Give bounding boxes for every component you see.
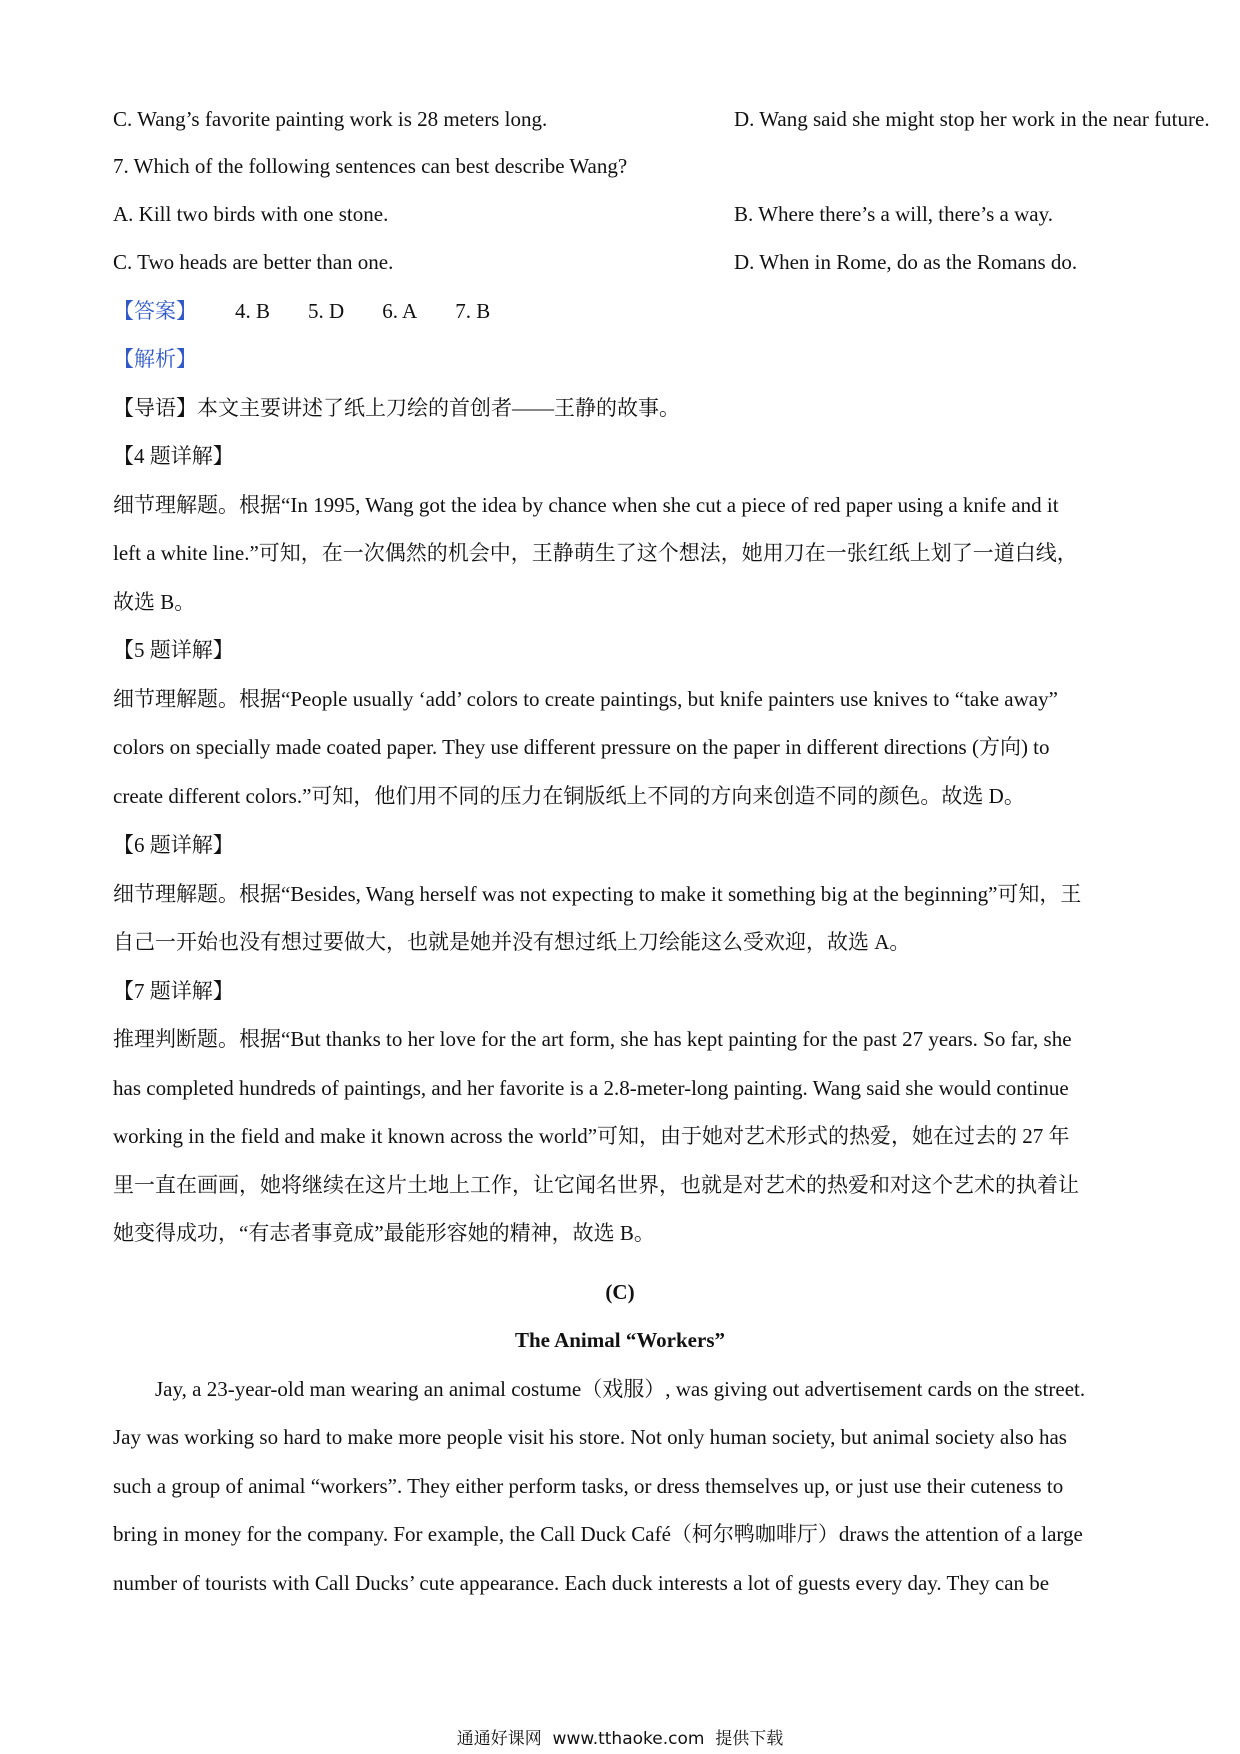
answer-label: 【答案】 — [113, 299, 197, 323]
q6-detail-line: 细节理解题。根据“Besides, Wang herself was not expecting to make it something big at the beginning”可知，王 — [113, 882, 1082, 906]
answer-item: 6. A — [382, 299, 418, 323]
answer-item: 5. D — [308, 299, 345, 323]
q6-detail-heading: 【6 题详解】 — [113, 833, 234, 857]
section-c-paragraph-line: bring in money for the company. For example, the Call Duck Café（柯尔鸭咖啡厅）draws the attention of a large — [113, 1522, 1083, 1546]
q6-option-row — [113, 104, 1210, 134]
q7-option-row-2 — [113, 247, 1127, 277]
footer-note: 提供下载 — [715, 1729, 784, 1749]
q7-detail-line: 里一直在画画，她将继续在这片土地上工作，让它闻名世界，也就是对艺术的热爱和对这个艺术的执着让 — [113, 1173, 1079, 1197]
q7-detail-line: working in the field and make it known across the world”可知，由于她对艺术形式的热爱，她在过去的 27 年 — [113, 1124, 1070, 1148]
q7-detail-heading: 【7 题详解】 — [113, 979, 234, 1003]
section-c-paragraph-line: such a group of animal “workers”. They either perform tasks, or dress themselves up, or just use their cuteness to — [113, 1474, 1064, 1498]
answer-row — [113, 296, 1127, 326]
q7-detail-line: has completed hundreds of paintings, and her favorite is a 2.8-meter-long painting. Wang said she would continue — [113, 1076, 1069, 1100]
q5-detail-line: create different colors.”可知，他们用不同的压力在铜版纸上不同的方向来创造不同的颜色。故选 D。 — [113, 784, 1025, 808]
q7-detail-line: 她变得成功，“有志者事竟成”最能形容她的精神，故选 B。 — [113, 1221, 655, 1245]
section-c-paragraph-line: Jay, a 23-year-old man wearing an animal costume（戏服）, was giving out advertisement cards on the street. — [155, 1377, 1086, 1401]
q7-detail-line: 推理判断题。根据“But thanks to her love for the art form, she has kept painting for the past 27 years. So far, she — [113, 1027, 1072, 1051]
q4-detail-line: left a white line.”可知，在一次偶然的机会中，王静萌生了这个想法，她用刀在一张红纸上划了一道白线， — [113, 541, 1078, 565]
answer-item: 4. B — [235, 299, 271, 323]
footer-url[interactable]: www.tthaoke.com — [552, 1729, 705, 1749]
footer-site-name: 通通好课网 — [456, 1729, 542, 1749]
q4-detail-line: 细节理解题。根据“In 1995, Wang got the idea by chance when she cut a piece of red paper using a knife and it — [113, 493, 1059, 517]
analysis-label: 【解析】 — [113, 347, 197, 371]
q7-option-b: B. Where there’s a will, there’s a way. — [734, 202, 1053, 226]
q7-option-a: A. Kill two birds with one stone. — [113, 202, 389, 226]
q6-detail-line: 自己一开始也没有想过要做大，也就是她并没有想过纸上刀绘能这么受欢迎，故选 A。 — [113, 930, 911, 954]
q6-option-c: C. Wang’s favorite painting work is 28 meters long. — [113, 107, 548, 131]
page-footer — [0, 1728, 1240, 1750]
q5-detail-line: colors on specially made coated paper. They use different pressure on the paper in different directions (方向) to — [113, 735, 1050, 759]
q5-detail-line: 细节理解题。根据“People usually ‘add’ colors to create paintings, but knife painters use knives to “take away” — [113, 687, 1058, 711]
q5-detail-heading: 【5 题详解】 — [113, 638, 234, 662]
q7-option-d: D. When in Rome, do as the Romans do. — [734, 250, 1078, 274]
section-c-label: (C) — [605, 1280, 635, 1304]
q4-detail-line: 故选 B。 — [113, 590, 196, 614]
q4-detail-heading: 【4 题详解】 — [113, 444, 234, 468]
section-c-paragraph-line: Jay was working so hard to make more people visit his store. Not only human society, but animal society also has — [113, 1425, 1067, 1449]
section-c-title: The Animal “Workers” — [514, 1328, 725, 1352]
section-c-paragraph-line: number of tourists with Call Ducks’ cute appearance. Each duck interests a lot of guests every day. They can be — [113, 1571, 1050, 1595]
q7-option-c: C. Two heads are better than one. — [113, 250, 394, 274]
answer-item: 7. B — [455, 299, 491, 323]
q7-question: 7. Which of the following sentences can best describe Wang? — [113, 154, 628, 178]
q7-option-row-1 — [113, 199, 1127, 229]
q6-option-d: D. Wang said she might stop her work in the near future. — [734, 107, 1210, 131]
analysis-intro: 【导语】本文主要讲述了纸上刀绘的首创者——王静的故事。 — [113, 396, 680, 420]
